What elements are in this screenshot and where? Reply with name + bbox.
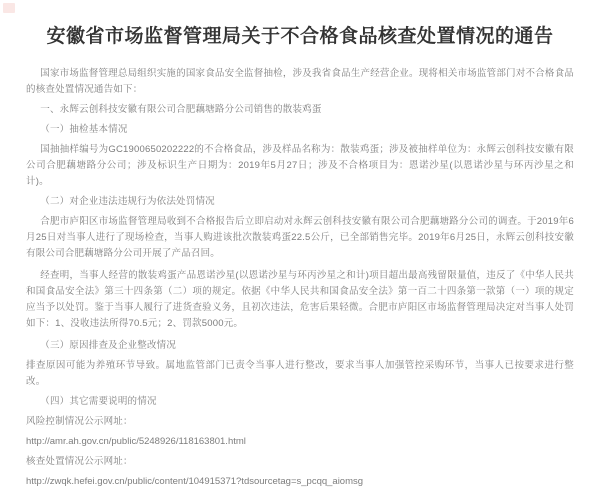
intro-paragraph: 国家市场监督管理总局组织实施的国家食品安全监督抽检，涉及我省食品生产经营企业。现将相关市场监管部门对不合格食品的核查处置情况通告如下： (26, 67, 574, 95)
investigation-paragraph: 合肥市庐阳区市场监督管理局收到不合格报告后立即启动对永辉云创科技安徽有限公司合肥藕塘路分公司的调查。于2019年6月25日对当事人进行了现场检查，当事人购进该批次散装鸡蛋22.5公斤，已全部销售完毕。2019年6月25日，永辉云创科技安徽有限公司合肥藕塘路分公司开展了产品召回。 (26, 215, 574, 259)
risk-control-url-label: 风险控制情况公示网址： (26, 415, 133, 427)
subsection-1-sampling-heading: （一）抽检基本情况 (40, 123, 128, 135)
verification-url-label: 核查处置情况公示网址： (26, 455, 133, 467)
notice-body (26, 66, 574, 490)
corner-watermark (3, 3, 15, 13)
verification-url: http://zwqk.hefei.gov.cn/public/content/104915371?tdsourcetag=s_pcqq_aiomsg (26, 475, 364, 487)
notice-title: 安徽省市场监督管理局关于不合格食品核查处置情况的通告 (46, 26, 554, 47)
section-1-heading: 一、永辉云创科技安徽有限公司合肥藕塘路分公司销售的散装鸡蛋 (40, 103, 322, 115)
risk-control-url: http://amr.ah.gov.cn/public/5248926/118163801.html (26, 435, 246, 447)
penalty-decision-paragraph: 经查明，当事人经营的散装鸡蛋产品恩诺沙星(以恩诺沙星与环丙沙星之和计)项目超出最高残留限量值，违反了《中华人民共和国食品安全法》第三十四条第（二）项的规定。依据《中华人民共和国食品安全法》第一百二十四条第一款第（一）项的规定应当予以处罚。鉴于当事人履行了进货查验义务，且初次违法，危害后果轻微。合肥市庐阳区市场监督管理局决定对当事人处罚如下：1、没收违法所得70.5元；2、罚款5000元。 (26, 269, 574, 329)
rectification-paragraph: 排查原因可能为养殖环节导致。属地监管部门已责令当事人进行整改，要求当事人加强管控采购环节，当事人已按要求进行整改。 (26, 359, 574, 387)
subsection-2-penalty-heading: （二）对企业违法违规行为依法处罚情况 (40, 195, 215, 207)
sampling-details-paragraph: 国抽抽样编号为GC1900650202222的不合格食品，涉及样品名称为：散装鸡蛋；涉及被抽样单位为：永辉云创科技安徽有限公司合肥藕塘路分公司；涉及标识生产日期为：2019年5月27日；涉及不合格项目为：恩诺沙星(以恩诺沙星与环丙沙星之和计)。 (26, 143, 574, 187)
subsection-4-other-heading: （四）其它需要说明的情况 (40, 395, 157, 407)
subsection-3-rectification-heading: （三）原因排查及企业整改情况 (40, 339, 177, 351)
